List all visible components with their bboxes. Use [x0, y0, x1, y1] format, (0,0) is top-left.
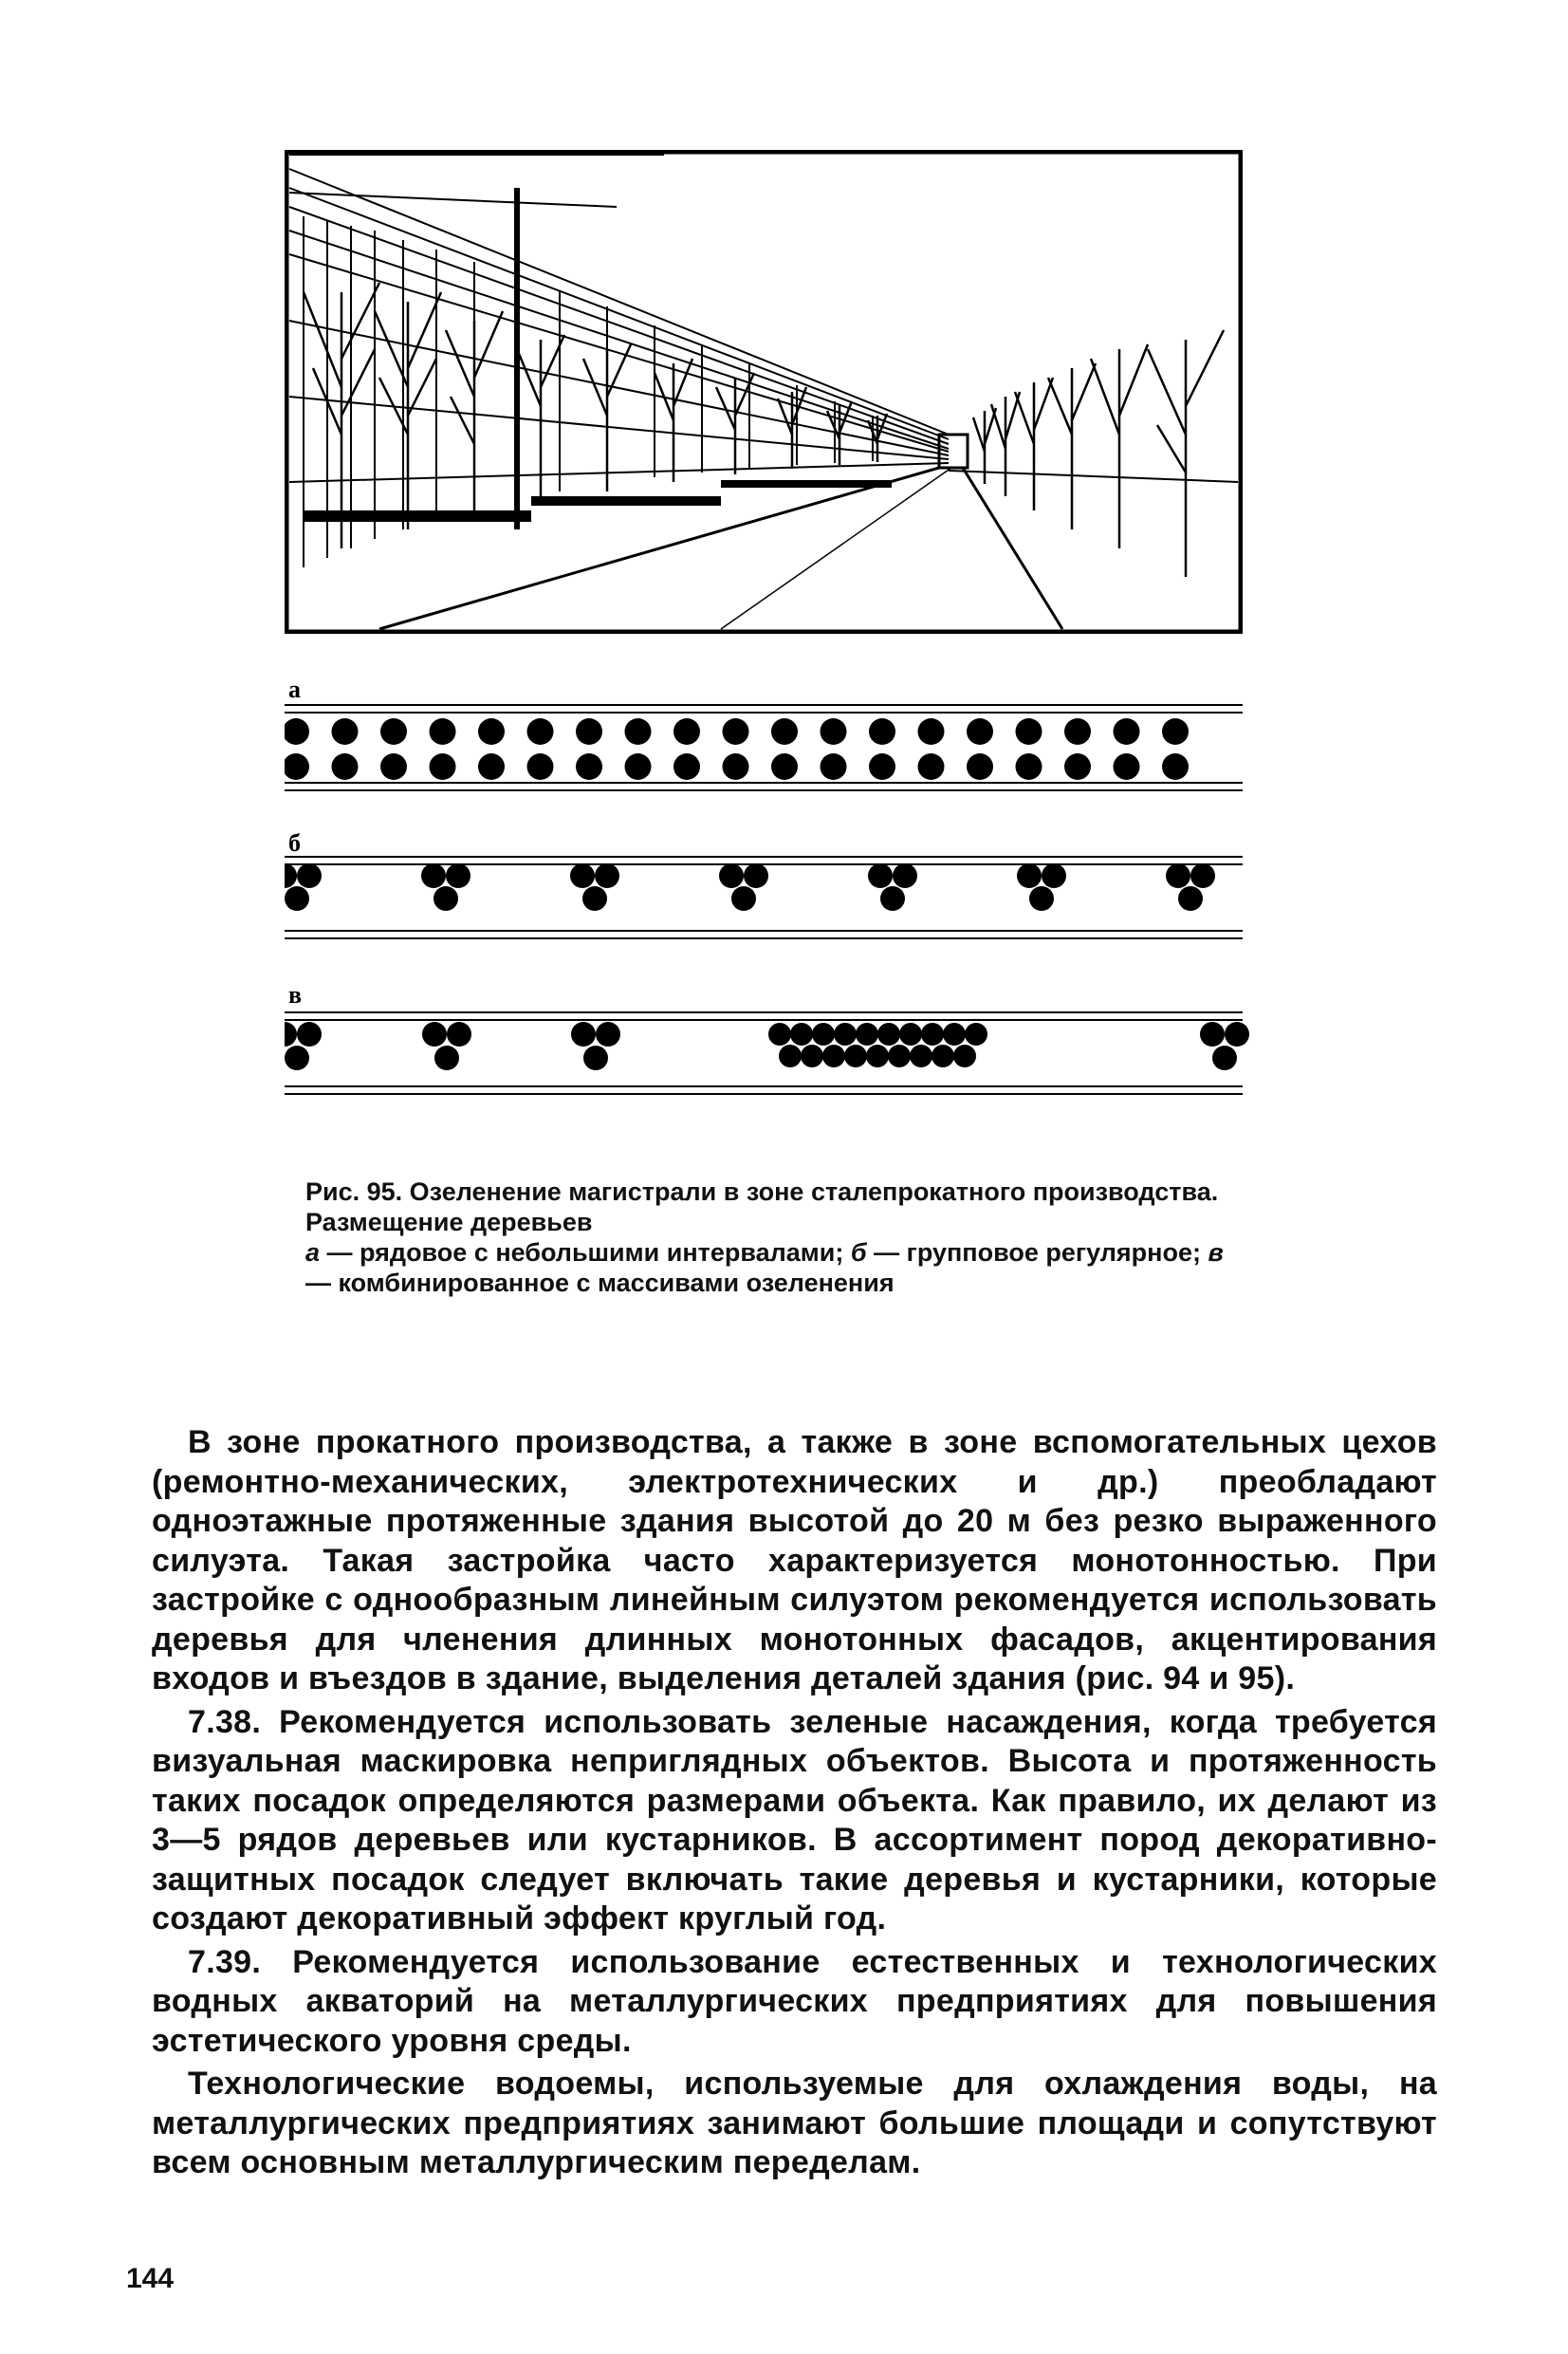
tree-dot — [332, 718, 359, 745]
tree-dot — [570, 863, 595, 888]
massif-tree-dot — [866, 1045, 889, 1067]
massif-tree-dot — [910, 1045, 932, 1067]
caption-letter-b: б — [850, 1238, 867, 1267]
tree-dot — [297, 863, 322, 888]
highway-perspective-illustration — [285, 150, 1243, 634]
caption-part-v: — комбинированное с массивами озеленения — [305, 1269, 895, 1297]
tree-dot — [967, 753, 993, 780]
massif-tree-dot — [953, 1045, 976, 1067]
tree-dot — [1178, 886, 1203, 911]
tree-dot — [918, 718, 945, 745]
tree-dot — [880, 886, 905, 911]
massif-tree-dot — [779, 1045, 802, 1067]
tree-dot — [576, 753, 602, 780]
panel-label-a: а — [288, 676, 301, 703]
massif-tree-dot — [812, 1023, 835, 1046]
tree-dot — [744, 863, 768, 888]
tree-dot — [625, 753, 652, 780]
tree-dot — [673, 718, 700, 745]
caption-part-a: — рядовое с небольшими интервалами; — [320, 1238, 851, 1267]
tree-dot — [821, 718, 847, 745]
massif-tree-dot — [965, 1023, 987, 1046]
tree-dot — [1064, 718, 1091, 745]
tree-dot — [967, 718, 993, 745]
tree-dot — [1042, 863, 1066, 888]
paragraph-1: В зоне прокатного производства, а также в зоне вспомогательных цехов (ремонтно-механических, электротехнических и др.) преобладают одноэтажные протяженные здания высотой до 20 м без резко выраженного силуэта. Такая застройка часто характеризуется монотонностью. При застройке с однообразным линейным силуэтом рекомендуется использовать деревья для членения длинных монотонных фасадов, акцентирования входов и въездов в здание, выделения деталей здания (рис. 94 и 95). — [152, 1424, 1437, 1696]
tree-dot — [821, 753, 847, 780]
paragraph-7-39-text: Рекомендуется использование естественных и технологических водных акваторий на металлургических предприятиях для повышения эстетического уровня среды. — [152, 1943, 1437, 2059]
tree-dot — [1029, 886, 1054, 911]
massif-tree-dot — [943, 1023, 966, 1046]
massif-tree-dot — [856, 1023, 878, 1046]
tree-dot — [719, 863, 744, 888]
tree-dot — [731, 886, 756, 911]
massif-tree-dot — [790, 1023, 813, 1046]
massif-tree-dot — [844, 1045, 867, 1067]
tree-dot — [1190, 863, 1215, 888]
paragraph-4: Технологические водоемы, используемые для охлаждения воды, на металлургических предприятиях занимают большие площади и сопутствуют всем основным металлургическим переделам. — [152, 2066, 1437, 2180]
tree-dot — [1016, 718, 1042, 745]
tree-dot — [1114, 753, 1140, 780]
paragraph-7-39 — [152, 1943, 1437, 2062]
tree-dot — [869, 718, 895, 745]
tree-dot — [285, 863, 297, 888]
massif-tree-dot — [822, 1045, 845, 1067]
figure-caption — [305, 1177, 1245, 1298]
section-number-7-39: 7.39. — [188, 1943, 262, 1980]
tree-dot — [893, 863, 917, 888]
tree-dot — [422, 1022, 447, 1047]
massif-tree-dot — [877, 1023, 900, 1046]
tree-dot — [1064, 753, 1091, 780]
tree-dot — [576, 718, 602, 745]
tree-dot — [771, 753, 798, 780]
massif-tree-dot — [932, 1045, 954, 1067]
tree-dot — [723, 718, 749, 745]
tree-dot — [918, 753, 945, 780]
tree-dot — [285, 886, 309, 911]
tree-dot — [285, 718, 309, 745]
tree-dot — [285, 1046, 309, 1070]
page-number: 144 — [126, 2263, 175, 2294]
tree-dot — [1166, 863, 1190, 888]
massif-tree-dot — [888, 1045, 911, 1067]
body-text — [152, 1423, 1437, 2187]
tree-dot — [434, 1046, 459, 1070]
tree-dot — [1200, 1022, 1225, 1047]
tree-dot — [430, 718, 456, 745]
tree-dot — [582, 886, 607, 911]
tree-dot — [868, 863, 893, 888]
tree-dot — [285, 753, 309, 780]
tree-dot — [446, 863, 470, 888]
tree-dot — [1017, 863, 1042, 888]
tree-dot — [478, 718, 505, 745]
tree-dot — [596, 1022, 620, 1047]
massif-tree-dot — [801, 1045, 823, 1067]
tree-dot — [1162, 753, 1189, 780]
tree-dot — [297, 1022, 322, 1047]
caption-title: Рис. 95. Озеленение магистрали в зоне сталепрокатного производства. Размещение деревьев — [305, 1177, 1219, 1236]
massif-tree-dot — [834, 1023, 857, 1046]
tree-dot — [478, 753, 505, 780]
panel-label-v: в — [288, 981, 303, 1009]
massif-tree-dot — [768, 1023, 791, 1046]
tree-dot — [1225, 1022, 1249, 1047]
tree-dot — [421, 863, 446, 888]
caption-letter-a: а — [305, 1238, 321, 1267]
tree-dot — [1114, 718, 1140, 745]
tree-dot — [771, 718, 798, 745]
caption-part-b: — групповое регулярное; — [866, 1238, 1208, 1267]
paragraph-7-38-text: Рекомендуется использовать зеленые насаждения, когда требуется визуальная маскировка неприглядных объектов. Высота и протяженность таких посадок определяются размерами объекта. Как правило, их делают из 3—5 рядов деревьев или кустарников. В ассортимент пород декоративно-защитных посадок следует включать такие деревья и кустарники, которые создают декоративный эффект круглый год. — [152, 1703, 1437, 1937]
tree-dot — [1162, 718, 1189, 745]
massif-tree-dot — [899, 1023, 922, 1046]
tree-dot — [625, 718, 652, 745]
tree-dot — [527, 718, 554, 745]
tree-dot — [723, 753, 749, 780]
section-number-7-38: 7.38. — [188, 1703, 262, 1740]
panel-label-b: б — [288, 829, 301, 857]
tree-dot — [285, 1022, 297, 1047]
tree-dot — [434, 886, 458, 911]
tree-dot — [447, 1022, 471, 1047]
tree-dot — [380, 718, 407, 745]
tree-dot — [430, 753, 456, 780]
paragraph-7-38 — [152, 1703, 1437, 1939]
tree-dot — [332, 753, 359, 780]
tree-dot — [527, 753, 554, 780]
tree-dot — [673, 753, 700, 780]
caption-letter-v: в — [1208, 1238, 1224, 1267]
massif-tree-dot — [921, 1023, 944, 1046]
tree-dot — [380, 753, 407, 780]
tree-dot — [1212, 1046, 1237, 1070]
tree-dot — [595, 863, 619, 888]
tree-placement-diagram — [285, 669, 1252, 1105]
tree-dot — [869, 753, 895, 780]
caption-parts — [305, 1237, 1245, 1298]
tree-dot — [571, 1022, 596, 1047]
tree-dot — [1016, 753, 1042, 780]
tree-dot — [583, 1046, 608, 1070]
